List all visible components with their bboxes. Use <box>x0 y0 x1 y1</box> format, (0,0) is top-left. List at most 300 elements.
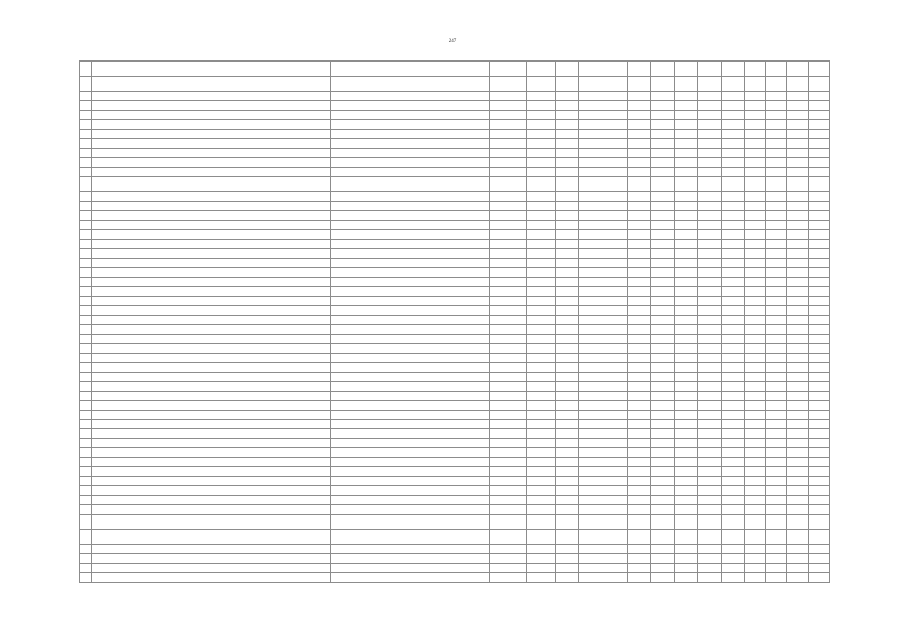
table-cell <box>91 192 330 201</box>
table-cell <box>330 495 489 504</box>
table-cell <box>91 177 330 192</box>
table-cell <box>330 401 489 410</box>
table-cell <box>674 315 697 324</box>
table-cell <box>527 62 556 77</box>
table-cell <box>628 139 651 148</box>
table-cell <box>808 129 829 138</box>
table-cell <box>555 554 578 563</box>
table-cell <box>330 382 489 391</box>
table-row <box>80 258 830 267</box>
table-cell <box>527 315 556 324</box>
table-cell <box>80 287 92 296</box>
table-cell <box>674 476 697 485</box>
table-cell <box>721 486 744 495</box>
table-cell <box>579 382 628 391</box>
table-cell <box>808 563 829 572</box>
table-cell <box>674 158 697 167</box>
table-cell <box>579 505 628 514</box>
table-cell <box>698 457 721 466</box>
table-cell <box>527 334 556 343</box>
table-cell <box>744 249 765 258</box>
table-cell <box>527 410 556 419</box>
table-cell <box>527 211 556 220</box>
table-cell <box>651 325 674 334</box>
table-row <box>80 167 830 176</box>
table-cell <box>628 306 651 315</box>
table-cell <box>698 467 721 476</box>
table-cell <box>330 353 489 362</box>
table-cell <box>651 573 674 583</box>
table-cell <box>698 353 721 362</box>
table-cell <box>80 334 92 343</box>
table-cell <box>490 573 527 583</box>
table-cell <box>787 495 808 504</box>
table-cell <box>579 410 628 419</box>
table-cell <box>787 239 808 248</box>
table-cell <box>91 563 330 572</box>
table-cell <box>766 544 787 553</box>
table-cell <box>721 120 744 129</box>
table-cell <box>527 344 556 353</box>
table-cell <box>698 220 721 229</box>
table-body <box>80 62 830 583</box>
table-cell <box>674 573 697 583</box>
table-cell <box>698 448 721 457</box>
table-cell <box>721 325 744 334</box>
table-cell <box>330 372 489 381</box>
table-cell <box>698 401 721 410</box>
table-cell <box>579 391 628 400</box>
table-row <box>80 192 830 201</box>
table-cell <box>651 438 674 447</box>
table-cell <box>490 192 527 201</box>
table-cell <box>579 296 628 305</box>
table-cell <box>721 62 744 77</box>
table-cell <box>330 391 489 400</box>
table-cell <box>579 92 628 101</box>
table-cell <box>674 353 697 362</box>
table-cell <box>80 486 92 495</box>
table-cell <box>787 120 808 129</box>
table-row <box>80 391 830 400</box>
table-cell <box>80 514 92 529</box>
table-cell <box>766 573 787 583</box>
table-cell <box>698 410 721 419</box>
table-cell <box>330 92 489 101</box>
table-cell <box>91 382 330 391</box>
table-cell <box>674 92 697 101</box>
table-cell <box>766 363 787 372</box>
table-cell <box>527 101 556 110</box>
table-cell <box>628 62 651 77</box>
table-cell <box>674 372 697 381</box>
table-cell <box>490 230 527 239</box>
table-cell <box>330 554 489 563</box>
table-cell <box>91 77 330 92</box>
table-row <box>80 419 830 428</box>
table-cell <box>579 139 628 148</box>
table-cell <box>787 230 808 239</box>
table-cell <box>330 544 489 553</box>
table-cell <box>766 192 787 201</box>
table-cell <box>91 344 330 353</box>
table-cell <box>698 419 721 428</box>
table-cell <box>579 401 628 410</box>
table-cell <box>808 554 829 563</box>
table-cell <box>721 353 744 362</box>
table-cell <box>490 353 527 362</box>
table-cell <box>674 363 697 372</box>
table-row <box>80 268 830 277</box>
table-cell <box>80 457 92 466</box>
table-cell <box>808 77 829 92</box>
table-cell <box>808 353 829 362</box>
table-cell <box>651 401 674 410</box>
table-cell <box>721 220 744 229</box>
table-cell <box>330 410 489 419</box>
table-cell <box>674 429 697 438</box>
table-cell <box>698 514 721 529</box>
table-cell <box>721 230 744 239</box>
table-cell <box>527 505 556 514</box>
table-cell <box>628 325 651 334</box>
table-row <box>80 306 830 315</box>
data-table <box>79 60 830 583</box>
table-row <box>80 315 830 324</box>
table-cell <box>787 372 808 381</box>
table-cell <box>674 467 697 476</box>
table-cell <box>330 486 489 495</box>
table-cell <box>80 77 92 92</box>
table-cell <box>808 529 829 544</box>
table-cell <box>744 514 765 529</box>
table-cell <box>744 62 765 77</box>
table-cell <box>651 101 674 110</box>
table-cell <box>579 249 628 258</box>
table-cell <box>490 62 527 77</box>
table-cell <box>555 92 578 101</box>
table-cell <box>80 353 92 362</box>
table-cell <box>787 139 808 148</box>
table-cell <box>330 296 489 305</box>
table-cell <box>674 410 697 419</box>
table-cell <box>766 92 787 101</box>
table-cell <box>808 467 829 476</box>
table-cell <box>721 514 744 529</box>
table-cell <box>674 120 697 129</box>
table-cell <box>744 201 765 210</box>
table-cell <box>628 167 651 176</box>
table-cell <box>527 391 556 400</box>
table-cell <box>490 239 527 248</box>
table-cell <box>651 334 674 343</box>
table-cell <box>744 457 765 466</box>
table-cell <box>330 363 489 372</box>
table-cell <box>651 110 674 119</box>
table-cell <box>330 268 489 277</box>
table-cell <box>766 62 787 77</box>
table-cell <box>744 139 765 148</box>
table-cell <box>698 529 721 544</box>
table-cell <box>698 201 721 210</box>
table-cell <box>527 401 556 410</box>
table-cell <box>808 92 829 101</box>
table-cell <box>651 120 674 129</box>
table-cell <box>628 495 651 504</box>
table-cell <box>721 419 744 428</box>
table-cell <box>744 220 765 229</box>
table-cell <box>579 438 628 447</box>
table-cell <box>91 438 330 447</box>
table-cell <box>80 372 92 381</box>
table-row <box>80 148 830 157</box>
table-cell <box>80 448 92 457</box>
table-cell <box>674 62 697 77</box>
table-cell <box>579 372 628 381</box>
table-cell <box>721 258 744 267</box>
table-cell <box>80 391 92 400</box>
table-cell <box>808 148 829 157</box>
table-cell <box>579 220 628 229</box>
table-cell <box>330 167 489 176</box>
table-cell <box>579 110 628 119</box>
table-row <box>80 325 830 334</box>
table-cell <box>721 544 744 553</box>
table-cell <box>698 334 721 343</box>
table-row <box>80 353 830 362</box>
table-cell <box>91 467 330 476</box>
table-cell <box>490 505 527 514</box>
table-row <box>80 287 830 296</box>
table-cell <box>651 249 674 258</box>
table-cell <box>330 306 489 315</box>
table-cell <box>555 177 578 192</box>
table-row <box>80 505 830 514</box>
table-cell <box>579 363 628 372</box>
table-cell <box>80 277 92 286</box>
table-cell <box>721 476 744 485</box>
table-cell <box>651 62 674 77</box>
table-cell <box>490 476 527 485</box>
table-cell <box>674 401 697 410</box>
table-cell <box>330 220 489 229</box>
table-cell <box>766 296 787 305</box>
table-cell <box>80 62 92 77</box>
table-cell <box>555 62 578 77</box>
table-cell <box>721 438 744 447</box>
table-cell <box>744 544 765 553</box>
table-row <box>80 529 830 544</box>
table-cell <box>787 429 808 438</box>
table-cell <box>490 129 527 138</box>
table-cell <box>808 139 829 148</box>
table-cell <box>91 129 330 138</box>
table-cell <box>721 77 744 92</box>
table-cell <box>787 438 808 447</box>
table-cell <box>490 306 527 315</box>
table-cell <box>766 201 787 210</box>
table-cell <box>766 148 787 157</box>
table-cell <box>555 457 578 466</box>
table-cell <box>744 287 765 296</box>
table-cell <box>766 476 787 485</box>
table-cell <box>721 139 744 148</box>
table-cell <box>579 129 628 138</box>
table-cell <box>674 438 697 447</box>
table-row <box>80 544 830 553</box>
table-cell <box>628 192 651 201</box>
table-cell <box>808 120 829 129</box>
table-row <box>80 429 830 438</box>
table-cell <box>674 230 697 239</box>
table-cell <box>527 277 556 286</box>
table-cell <box>698 120 721 129</box>
table-cell <box>698 296 721 305</box>
table-row <box>80 239 830 248</box>
table-cell <box>80 92 92 101</box>
table-cell <box>579 177 628 192</box>
table-cell <box>490 296 527 305</box>
table-cell <box>527 486 556 495</box>
table-row <box>80 249 830 258</box>
table-cell <box>490 372 527 381</box>
table-cell <box>80 268 92 277</box>
table-cell <box>80 192 92 201</box>
table-cell <box>628 211 651 220</box>
table-cell <box>674 110 697 119</box>
table-cell <box>490 287 527 296</box>
table-cell <box>628 573 651 583</box>
table-cell <box>579 476 628 485</box>
table-cell <box>91 306 330 315</box>
table-cell <box>628 419 651 428</box>
table-row <box>80 344 830 353</box>
table-cell <box>674 211 697 220</box>
table-cell <box>651 258 674 267</box>
table-cell <box>555 230 578 239</box>
table-cell <box>787 306 808 315</box>
table-cell <box>744 92 765 101</box>
table-cell <box>766 287 787 296</box>
table-cell <box>555 139 578 148</box>
table-cell <box>651 554 674 563</box>
table-cell <box>808 277 829 286</box>
table-cell <box>787 391 808 400</box>
table-cell <box>330 529 489 544</box>
table-cell <box>744 230 765 239</box>
table-cell <box>579 544 628 553</box>
table-cell <box>527 249 556 258</box>
table-cell <box>80 429 92 438</box>
table-cell <box>527 514 556 529</box>
table-cell <box>651 382 674 391</box>
table-cell <box>698 563 721 572</box>
table-cell <box>787 129 808 138</box>
table-cell <box>490 158 527 167</box>
table-cell <box>91 62 330 77</box>
table-cell <box>787 544 808 553</box>
table-cell <box>80 158 92 167</box>
table-cell <box>555 129 578 138</box>
table-cell <box>674 296 697 305</box>
table-cell <box>555 544 578 553</box>
table-cell <box>91 363 330 372</box>
table-cell <box>527 201 556 210</box>
page-number: 247 <box>448 39 457 44</box>
table-cell <box>651 315 674 324</box>
table-cell <box>787 192 808 201</box>
table-cell <box>330 129 489 138</box>
table-cell <box>766 101 787 110</box>
table-cell <box>555 268 578 277</box>
table-cell <box>766 177 787 192</box>
table-cell <box>766 495 787 504</box>
table-cell <box>579 167 628 176</box>
table-row <box>80 220 830 229</box>
table-cell <box>651 268 674 277</box>
table-cell <box>527 287 556 296</box>
table-cell <box>80 167 92 176</box>
table-cell <box>787 268 808 277</box>
table-cell <box>91 92 330 101</box>
table-cell <box>651 410 674 419</box>
table-cell <box>787 77 808 92</box>
table-cell <box>808 401 829 410</box>
table-cell <box>766 315 787 324</box>
table-cell <box>490 467 527 476</box>
table-cell <box>91 529 330 544</box>
table-cell <box>555 77 578 92</box>
table-cell <box>808 211 829 220</box>
table-cell <box>766 563 787 572</box>
table-cell <box>766 139 787 148</box>
table-cell <box>766 306 787 315</box>
table-cell <box>698 258 721 267</box>
table-cell <box>555 306 578 315</box>
table-cell <box>330 514 489 529</box>
table-cell <box>721 192 744 201</box>
table-cell <box>787 334 808 343</box>
table-cell <box>330 573 489 583</box>
table-cell <box>527 120 556 129</box>
table-cell <box>330 505 489 514</box>
table-cell <box>555 438 578 447</box>
table-cell <box>698 306 721 315</box>
table-cell <box>555 505 578 514</box>
table-cell <box>91 372 330 381</box>
table-cell <box>766 457 787 466</box>
table-cell <box>766 344 787 353</box>
table-cell <box>698 363 721 372</box>
table-row <box>80 401 830 410</box>
table-cell <box>527 230 556 239</box>
table-cell <box>674 192 697 201</box>
table-cell <box>721 92 744 101</box>
table-cell <box>490 220 527 229</box>
table-cell <box>628 476 651 485</box>
table-cell <box>721 410 744 419</box>
table-cell <box>766 239 787 248</box>
table-cell <box>579 287 628 296</box>
table-cell <box>91 277 330 286</box>
table-cell <box>555 372 578 381</box>
table-cell <box>527 258 556 267</box>
table-cell <box>330 258 489 267</box>
table-cell <box>721 315 744 324</box>
table-cell <box>579 486 628 495</box>
table-cell <box>579 277 628 286</box>
table-cell <box>527 467 556 476</box>
